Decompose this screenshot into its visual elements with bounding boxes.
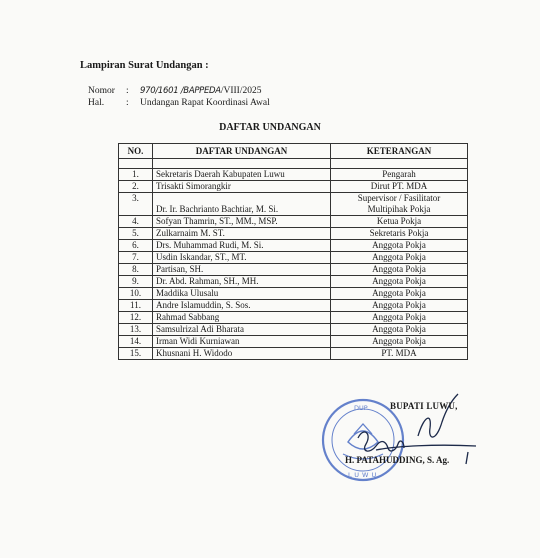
header-no: NO. bbox=[119, 144, 153, 159]
table-row bbox=[119, 252, 468, 264]
table-spacer-row bbox=[119, 159, 468, 169]
keterangan-line-2: Multipihak Pokja bbox=[367, 204, 431, 214]
row-number: 6. bbox=[119, 240, 153, 252]
table-row bbox=[119, 312, 468, 324]
row-number: 1. bbox=[119, 169, 153, 181]
row-keterangan bbox=[331, 169, 468, 181]
row-number: 12. bbox=[119, 312, 153, 324]
row-number: 5. bbox=[119, 228, 153, 240]
row-keterangan bbox=[331, 276, 468, 288]
row-keterangan bbox=[331, 252, 468, 264]
row-name: Dr. Abd. Rahman, SH., MH. bbox=[153, 276, 331, 288]
row-number: 2. bbox=[119, 181, 153, 193]
row-keterangan bbox=[331, 193, 468, 216]
invitation-table bbox=[118, 143, 468, 360]
table-row bbox=[119, 169, 468, 181]
svg-text:DUP: DUP bbox=[354, 404, 368, 412]
keterangan-line: Anggota Pokja bbox=[372, 312, 426, 322]
table-row bbox=[119, 228, 468, 240]
table-header-row bbox=[119, 144, 468, 159]
header-name: DAFTAR UNDANGAN bbox=[153, 144, 331, 159]
official-stamp bbox=[323, 400, 403, 480]
svg-text:LUWU: LUWU bbox=[348, 471, 380, 479]
row-keterangan bbox=[331, 288, 468, 300]
nomor-label: Nomor bbox=[88, 86, 115, 96]
row-keterangan bbox=[331, 348, 468, 360]
attachment-heading: Lampiran Surat Undangan : bbox=[80, 60, 209, 71]
keterangan-line: Supervisor / Fasilitator bbox=[357, 193, 441, 203]
row-name: Andre Islamuddin, S. Sos. bbox=[153, 300, 331, 312]
row-keterangan bbox=[331, 336, 468, 348]
row-number: 14. bbox=[119, 336, 153, 348]
keterangan-line: PT. MDA bbox=[381, 348, 417, 358]
header-keterangan: KETERANGAN bbox=[331, 144, 468, 159]
row-name: Maddika Ulusalu bbox=[153, 288, 331, 300]
nomor-suffix: /VIII/2025 bbox=[220, 86, 262, 96]
table-row bbox=[119, 216, 468, 228]
row-number: 13. bbox=[119, 324, 153, 336]
keterangan-line: Anggota Pokja bbox=[372, 324, 426, 334]
row-name: Drs. Muhammad Rudi, M. Si. bbox=[153, 240, 331, 252]
hal-label: Hal. bbox=[88, 98, 105, 108]
keterangan-line: Anggota Pokja bbox=[372, 276, 426, 286]
row-number: 4. bbox=[119, 216, 153, 228]
table-row bbox=[119, 300, 468, 312]
keterangan-line: Sekretaris Pokja bbox=[369, 228, 429, 238]
nomor-handwritten: 970/1601 /BAPPEDA bbox=[140, 86, 221, 96]
row-number: 7. bbox=[119, 252, 153, 264]
table-row bbox=[119, 288, 468, 300]
row-name: Khusnani H. Widodo bbox=[153, 348, 331, 360]
table-row bbox=[119, 264, 468, 276]
keterangan-line: Dirut PT. MDA bbox=[370, 181, 428, 191]
hal-value: Undangan Rapat Koordinasi Awal bbox=[140, 98, 270, 108]
keterangan-line: Anggota Pokja bbox=[372, 252, 426, 262]
table-row bbox=[119, 181, 468, 193]
table-row bbox=[119, 240, 468, 252]
row-name: Dr. Ir. Bachrianto Bachtiar, M. Si. bbox=[153, 193, 331, 216]
row-number: 11. bbox=[119, 300, 153, 312]
keterangan-line: Anggota Pokja bbox=[372, 336, 426, 346]
keterangan-line: Pengarah bbox=[382, 169, 416, 179]
keterangan-line: Anggota Pokja bbox=[372, 288, 426, 298]
keterangan-line: Ketua Pokja bbox=[376, 216, 422, 226]
row-keterangan bbox=[331, 312, 468, 324]
hal-colon: : bbox=[126, 98, 129, 108]
signatory-name: H. PATAHUDDING, S. Ag. bbox=[345, 455, 450, 465]
table-row bbox=[119, 324, 468, 336]
row-keterangan bbox=[331, 324, 468, 336]
row-number: 8. bbox=[119, 264, 153, 276]
row-keterangan bbox=[331, 228, 468, 240]
table-row bbox=[119, 193, 468, 216]
row-keterangan bbox=[331, 300, 468, 312]
row-number: 15. bbox=[119, 348, 153, 360]
keterangan-line: Anggota Pokja bbox=[372, 300, 426, 310]
table-row bbox=[119, 336, 468, 348]
hal-line bbox=[88, 98, 270, 108]
table-row bbox=[119, 276, 468, 288]
row-name: Irman Widi Kurniawan bbox=[153, 336, 331, 348]
nomor-line bbox=[88, 86, 261, 96]
list-title: DAFTAR UNDANGAN bbox=[219, 122, 321, 133]
row-name: Samsulrizal Adi Bharata bbox=[153, 324, 331, 336]
row-name: Zulkarnaim M. ST. bbox=[153, 228, 331, 240]
row-name: Partisan, SH. bbox=[153, 264, 331, 276]
row-number: 9. bbox=[119, 276, 153, 288]
row-name: Sofyan Thamrin, ST., MM., MSP. bbox=[153, 216, 331, 228]
row-keterangan bbox=[331, 240, 468, 252]
row-name: Trisakti Simorangkir bbox=[153, 181, 331, 193]
row-number: 10. bbox=[119, 288, 153, 300]
keterangan-line: Anggota Pokja bbox=[372, 264, 426, 274]
row-keterangan bbox=[331, 216, 468, 228]
nomor-colon: : bbox=[126, 86, 129, 96]
signatory-title: BUPATI LUWU, bbox=[390, 401, 458, 411]
row-name: Sekretaris Daerah Kabupaten Luwu bbox=[153, 169, 331, 181]
row-keterangan bbox=[331, 264, 468, 276]
row-keterangan bbox=[331, 181, 468, 193]
row-name: Usdin Iskandar, ST., MT. bbox=[153, 252, 331, 264]
row-name: Rahmad Sabbang bbox=[153, 312, 331, 324]
keterangan-line: Anggota Pokja bbox=[372, 240, 426, 250]
table-row bbox=[119, 348, 468, 360]
row-number: 3. bbox=[119, 193, 153, 216]
